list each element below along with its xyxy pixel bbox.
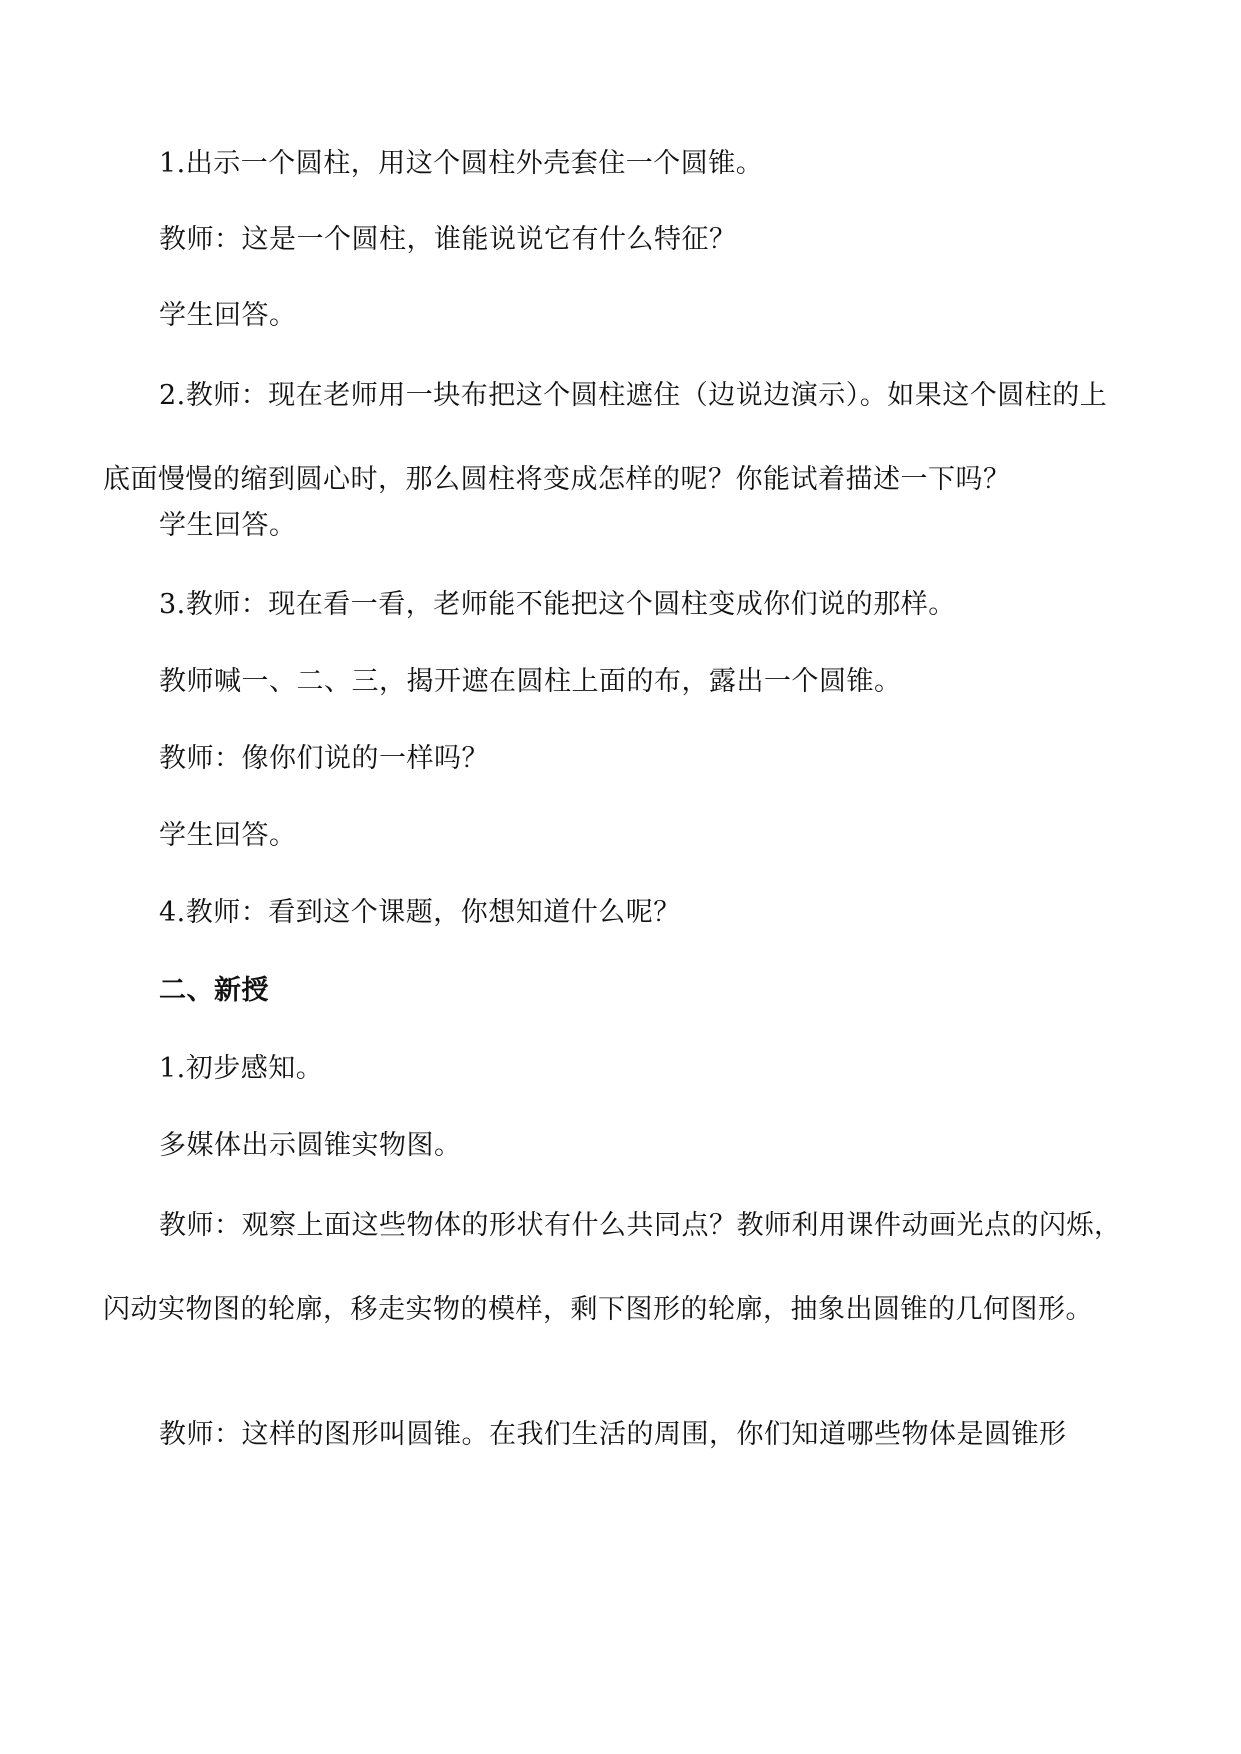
paragraph-5: 学生回答。 (159, 510, 297, 541)
paragraph-6: 3.教师：现在看一看，老师能不能把这个圆柱变成你们说的那样。 (159, 589, 956, 620)
paragraph-12: 1.初步感知。 (159, 1053, 324, 1084)
paragraph-8: 教师：像你们说的一样吗？ (159, 743, 489, 774)
paragraph-13: 多媒体出示圆锥实物图。 (159, 1130, 462, 1161)
paragraph-15: 教师：这样的图形叫圆锥。在我们生活的周围，你们知道哪些物体是圆锥形 (159, 1419, 1067, 1450)
paragraph-1: 1.出示一个圆柱，用这个圆柱外壳套住一个圆锥。 (159, 148, 764, 179)
paragraph-2: 教师：这是一个圆柱，谁能说说它有什么特征？ (159, 224, 737, 255)
paragraph-3: 学生回答。 (159, 300, 297, 331)
paragraph-10: 4.教师：看到这个课题，你想知道什么呢？ (159, 897, 681, 928)
paragraph-9: 学生回答。 (159, 820, 297, 851)
paragraph-14: 教师：观察上面这些物体的形状有什么共同点？教师利用课件动画光点的闪烁，闪动实物图的轮廓，移走实物的模样，剩下图形的轮廓，抽象出圆锥的几何图形。 (103, 1210, 1122, 1325)
section-heading: 二、新授 (159, 975, 269, 1006)
paragraph-4: 2.教师：现在老师用一块布把这个圆柱遮住（边说边演示）。如果这个圆柱的上底面慢慢的缩到圆心时，那么圆柱将变成怎样的呢？你能试着描述一下吗？ (103, 380, 1108, 495)
paragraph-7: 教师喊一、二、三，揭开遮在圆柱上面的布，露出一个圆锥。 (159, 666, 902, 697)
